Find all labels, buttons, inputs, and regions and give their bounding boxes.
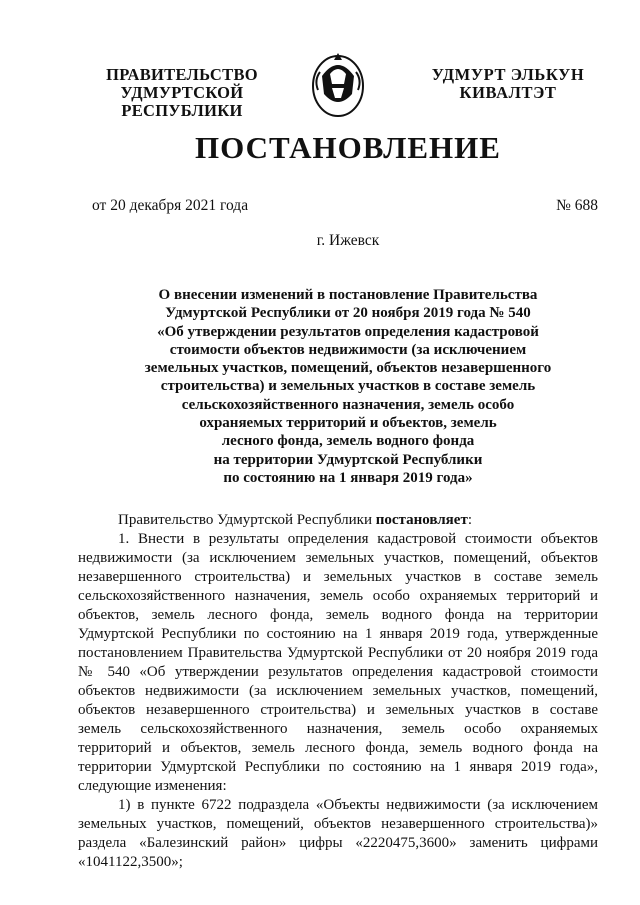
- preamble-end: :: [467, 512, 472, 528]
- body-line: объектов незавершенного строительства) и земельных участков в составе: [78, 702, 598, 718]
- subject-line: стоимости объектов недвижимости (за исключением: [169, 341, 527, 358]
- udmurt-coat-of-arms-icon: [310, 50, 366, 118]
- body-line: объектов, земель лесного фонда, земель водного фонда на территории: [78, 607, 598, 623]
- subject-line: сельскохозяйственного назначения, земель особо: [181, 396, 515, 413]
- document-number: № 688: [556, 197, 598, 214]
- document-subject: [120, 286, 576, 487]
- subject-line: на территории Удмуртской Республики: [213, 451, 483, 468]
- preamble: [78, 511, 598, 530]
- document-date: от 20 декабря 2021 года: [92, 197, 249, 214]
- subject-line: охраняемых территорий и объектов, земель: [199, 415, 497, 432]
- header-right: [408, 66, 608, 102]
- header-left-line1: ПРАВИТЕЛЬСТВО: [106, 65, 258, 84]
- document-city: г. Ижевск: [316, 232, 380, 249]
- body-line: территорий и объектов, земель лесного фонда, земель водного фонда на: [78, 740, 598, 756]
- body-line: 1. Внести в результаты определения кадастровой стоимости объектов: [118, 531, 598, 547]
- subject-line: Удмуртской Республики от 20 ноября 2019 года № 540: [165, 305, 531, 322]
- body-line: постановлением Правительства Удмуртской Республики от 20 ноября 2019 года: [78, 645, 598, 661]
- body-line: земельных участков, помещений, объектов незавершенного строительства)»: [78, 816, 598, 832]
- body-line: № 540 «Об утверждении результатов определения кадастровой стоимости: [78, 664, 598, 680]
- preamble-text: Правительство Удмуртской Республики: [118, 512, 376, 528]
- document-body: [78, 511, 598, 872]
- header-left: [60, 66, 304, 120]
- body-line: территории Удмуртской Республики по состоянию на 1 января 2019 года»,: [78, 759, 598, 775]
- body-line: следующие изменения:: [78, 778, 227, 794]
- body-line: «1041122,3500»;: [78, 854, 183, 870]
- document-type-title: ПОСТАНОВЛЕНИЕ: [195, 130, 501, 165]
- body-line: земель сельскохозяйственного назначения, земель особо охраняемых: [78, 721, 598, 737]
- header-right-line1: УДМУРТ ЭЛЬКУН: [431, 65, 585, 84]
- body-line: 1) в пункте 6722 подраздела «Объекты недвижимости (за исключением: [118, 797, 598, 813]
- body-line: Удмуртской Республики по состоянию на 1 января 2019 года, утвержденные: [78, 626, 598, 642]
- subject-line: земельных участков, помещений, объектов незавершенного: [144, 360, 552, 377]
- subject-line: «Об утверждении результатов определения кадастровой: [157, 323, 539, 340]
- preamble-bold: постановляет: [375, 512, 468, 528]
- body-line: сельскохозяйственного назначения, земель особо охраняемых территорий и: [78, 588, 598, 604]
- subject-line: строительства) и земельных участков в составе земель: [160, 378, 536, 395]
- header-right-line2: КИВАЛТЭТ: [459, 83, 557, 102]
- subject-line: О внесении изменений в постановление Правительства: [158, 287, 538, 303]
- subject-line: лесного фонда, земель водного фонда: [221, 433, 475, 450]
- subject-line: по состоянию на 1 января 2019 года»: [223, 469, 473, 486]
- header-left-line2: УДМУРТСКОЙ РЕСПУБЛИКИ: [120, 83, 244, 120]
- body-line: раздела «Балезинский район» цифры «2220475,3600» заменить цифрами: [78, 835, 598, 851]
- body-line: недвижимости (за исключением земельных участков, помещений, объектов: [78, 550, 598, 566]
- body-line: незавершенного строительства) и земельных участков в составе земель: [78, 569, 598, 585]
- body-line: объектов недвижимости (за исключением земельных участков, помещений,: [78, 683, 598, 699]
